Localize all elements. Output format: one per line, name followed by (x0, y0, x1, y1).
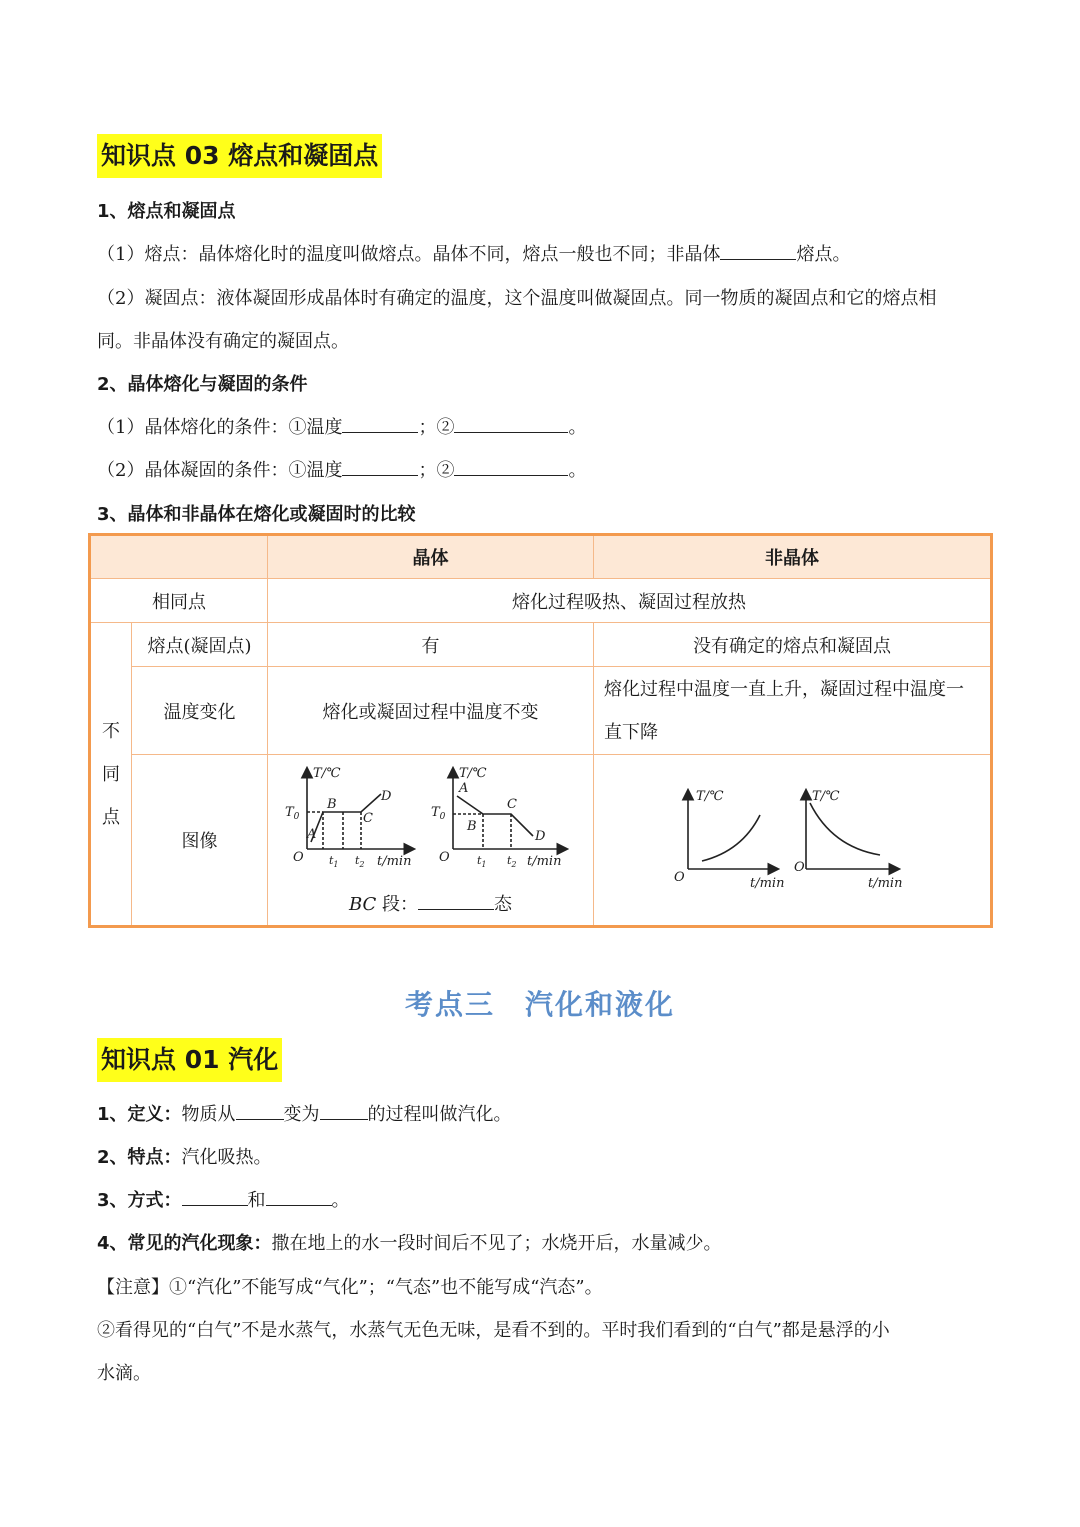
table-row (90, 667, 992, 755)
header-empty-cell (90, 535, 268, 579)
note-line-1: 【注意】①“汽化”不能写成“气化”；“气态”也不能写成“汽态”。 (97, 1277, 603, 1298)
g2-D-label: D (534, 829, 545, 844)
g2-t2-label: $t_2$ (506, 854, 517, 869)
blank (454, 459, 568, 476)
bc-state: 态 (494, 894, 513, 915)
temp-amorphous (594, 667, 992, 755)
header-amorphous: 非晶体 (594, 535, 992, 579)
freezing-line-1: （2）凝固点：液体凝固形成晶体时有确定的温度，这个温度叫做凝固点。同一物质的凝固点和它的熔点相 (97, 288, 937, 309)
melting-curve-graph (307, 769, 413, 849)
g1-t2-label: $t_2$ (354, 854, 365, 869)
g2-O-label: O (438, 850, 450, 865)
header-crystal: 晶体 (268, 535, 594, 579)
blank (236, 1103, 284, 1120)
kp01-heading: 知识点 01 汽化 (97, 1038, 282, 1082)
same-label: 相同点 (90, 579, 268, 623)
diff-label (90, 623, 132, 927)
same-value: 熔化过程吸热、凝固过程放热 (268, 579, 992, 623)
bc-label: BC (348, 894, 377, 915)
way-end: 。 (331, 1190, 350, 1211)
melt-cond-end: 。 (568, 417, 587, 438)
table-header-row (90, 535, 992, 579)
diff-char: 同 (102, 763, 120, 785)
def-label: 1、定义： (97, 1104, 182, 1125)
g1-T-label: T/℃ (312, 766, 341, 781)
melt-condition-line (97, 413, 586, 439)
freezing-line-2: 同。非晶体没有确定的凝固点。 (97, 331, 349, 352)
freeze-cond-end: 。 (568, 460, 587, 481)
feature-line (97, 1143, 272, 1169)
mp-crystal: 有 (268, 623, 594, 667)
melting-text-b: 熔点。 (796, 244, 851, 265)
temp-amorphous-line-2: 直下降 (604, 721, 658, 743)
note-line-3: 水滴。 (97, 1363, 151, 1384)
freeze-cond-text: （2）晶体凝固的条件：①温度 (97, 460, 343, 481)
way-label: 3、方式： (97, 1190, 182, 1211)
common-text: 撒在地上的水一段时间后不见了；水烧开后，水量减少。 (271, 1233, 722, 1254)
blank (342, 459, 418, 476)
table-row (90, 623, 992, 667)
blank (342, 416, 418, 433)
mp-label: 熔点(凝固点) (132, 623, 268, 667)
g1-t-axis-label: t/min (376, 854, 411, 869)
way-line (97, 1186, 350, 1212)
temp-crystal: 熔化或凝固过程中温度不变 (268, 667, 594, 755)
kp03-heading: 知识点 03 熔点和凝固点 (97, 134, 382, 178)
blank (720, 243, 796, 260)
amorphous-graphs (672, 785, 912, 895)
freeze-cond-sep: ；② (418, 460, 455, 481)
g3-T-label: T/℃ (696, 789, 724, 804)
diff-char: 不 (102, 720, 120, 742)
mp-amorphous: 没有确定的熔点和凝固点 (594, 623, 992, 667)
common-label: 4、常见的汽化现象： (97, 1233, 272, 1254)
s2-title: 2、晶体熔化与凝固的条件 (97, 374, 308, 395)
g1-D-label: D (380, 789, 391, 804)
melting-text-a: （1）熔点：晶体熔化时的温度叫做熔点。晶体不同，熔点一般也不同；非晶体 (97, 244, 721, 265)
way-and: 和 (247, 1190, 266, 1211)
feat-text: 汽化吸热。 (181, 1147, 272, 1168)
g1-C-label: C (362, 811, 373, 826)
blank (182, 1189, 248, 1206)
g4-O-label: O (794, 860, 805, 875)
table-row (90, 579, 992, 623)
g2-C-label: C (506, 797, 517, 812)
g1-T0-label: $T_0$ (284, 805, 299, 822)
blank (418, 893, 494, 910)
melt-cond-sep: ；② (418, 417, 455, 438)
definition-line (97, 1100, 512, 1126)
def-text-b: 变为 (283, 1104, 320, 1125)
g1-A-label: A (306, 827, 316, 842)
amorphous-graph-cell (594, 755, 992, 927)
def-text-a: 物质从 (181, 1104, 236, 1125)
common-line (97, 1229, 722, 1255)
melt-cond-text: （1）晶体熔化的条件：①温度 (97, 417, 343, 438)
bc-text: 段： (382, 894, 419, 915)
g3-t-axis-label: t/min (750, 876, 785, 891)
blank (320, 1103, 368, 1120)
g2-t1-label: $t_1$ (476, 854, 487, 869)
temp-label: 温度变化 (132, 667, 268, 755)
g2-A-label: A (458, 781, 468, 796)
blank (266, 1189, 332, 1206)
g2-T-label: T/℃ (458, 766, 487, 781)
g1-O-label: O (292, 850, 304, 865)
table-row (90, 755, 992, 927)
g4-T-label: T/℃ (812, 789, 840, 804)
freeze-condition-line (97, 456, 586, 482)
g3-O-label: O (674, 870, 685, 885)
temp-amorphous-line-1: 熔化过程中温度一直上升，凝固过程中温度一 (604, 678, 964, 700)
g1-B-label: B (326, 797, 337, 812)
blank (454, 416, 568, 433)
def-text-c: 的过程叫做汽化。 (367, 1104, 512, 1125)
note-line-2: ②看得见的“白气”不是水蒸气，水蒸气无色无味，是看不到的。平时我们看到的“白气”都是悬浮的小 (97, 1320, 890, 1341)
bc-segment-line (268, 890, 593, 916)
crystal-graph-cell (268, 755, 594, 927)
s1-title: 1、熔点和凝固点 (97, 201, 236, 222)
crystal-graphs (281, 764, 581, 884)
diff-char: 点 (102, 806, 120, 828)
g4-t-axis-label: t/min (868, 876, 903, 891)
comparison-table (88, 533, 993, 928)
section-title: 考点三 汽化和液化 (404, 988, 675, 1021)
s3-title: 3、晶体和非晶体在熔化或凝固时的比较 (97, 504, 416, 525)
g2-T0-label: $T_0$ (430, 805, 445, 822)
g1-t1-label: $t_1$ (328, 854, 339, 869)
melting-point-line (97, 240, 850, 266)
g2-t-axis-label: t/min (526, 854, 561, 869)
feat-label: 2、特点： (97, 1147, 182, 1168)
graph-label: 图像 (132, 755, 268, 927)
g2-B-label: B (466, 819, 477, 834)
